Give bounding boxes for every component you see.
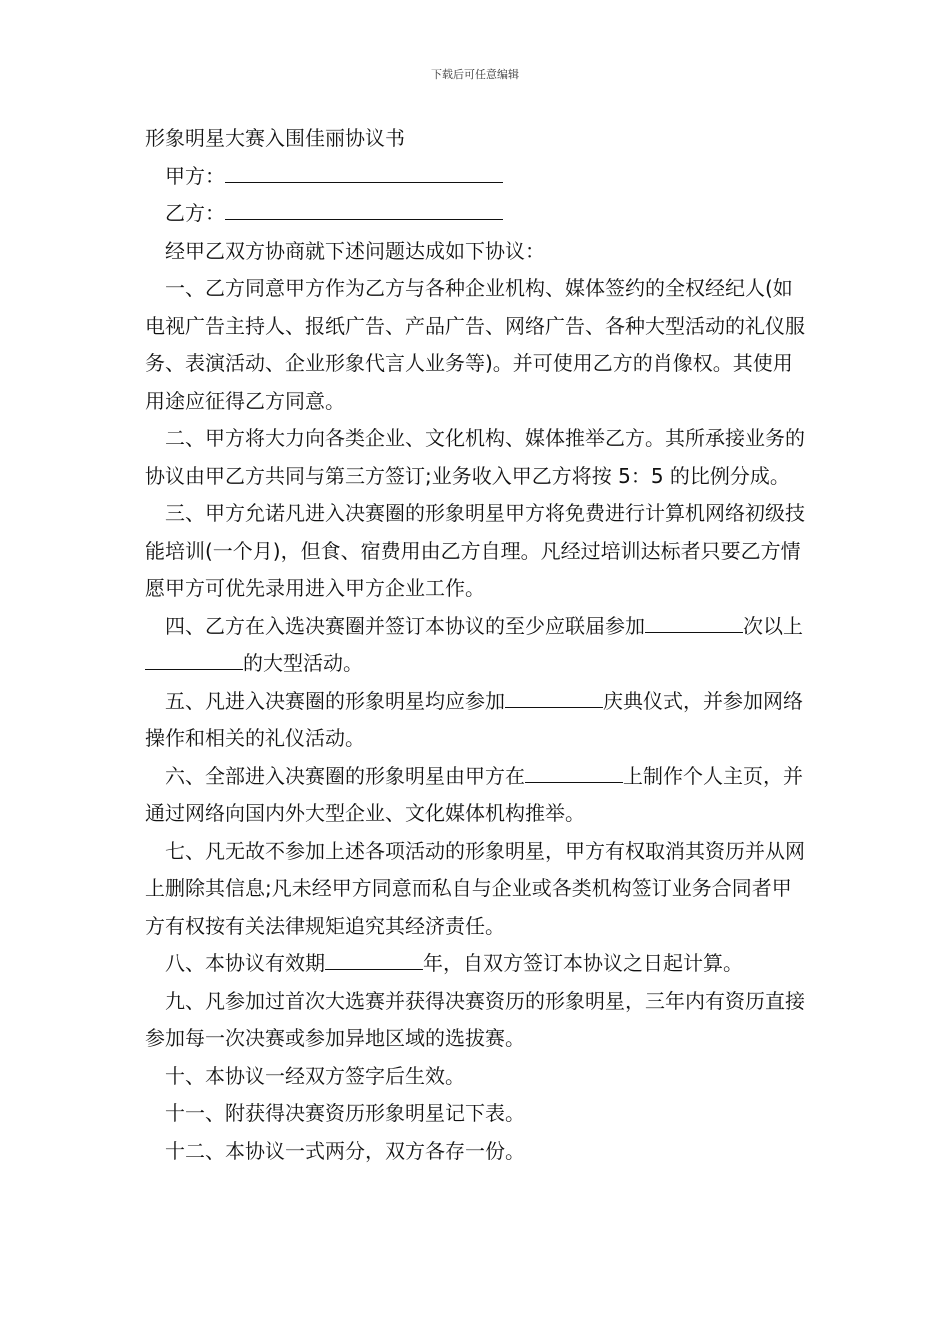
clause-8-text-b: 年，自双方签订本协议之日起计算。 [423, 951, 743, 975]
clause-6-blank[interactable] [525, 764, 623, 783]
party-a-line [145, 158, 810, 196]
party-b-line [145, 195, 810, 233]
clause-5-text-b: 庆典仪式，并参加网络操作和相关的礼仪活动。 [145, 688, 803, 750]
clause-7: 七、凡无故不参加上述各项活动的形象明星，甲方有权取消其资历并从网上删除其信息;凡未经甲方同意而私自与企业或各类机构签订业务合同者甲方有权按有关法律规矩追究其经济责任。 [145, 838, 805, 938]
clause-4-blank-2[interactable] [145, 651, 243, 670]
party-a-label: 甲方： [145, 163, 225, 188]
clause-8-blank[interactable] [325, 951, 423, 970]
clause-4 [145, 608, 810, 683]
clause-5-text-a: 五、凡进入决赛圈的形象明星均应参加 [145, 688, 505, 713]
clause-2: 二、甲方将大力向各类企业、文化机构、媒体推举乙方。其所承接业务的协议由甲乙方共同与第三方签订;业务收入甲乙方将按 5：5 的比例分成。 [145, 426, 805, 488]
clause-8-text-a: 八、本协议有效期 [145, 951, 325, 975]
clause-6-text-b: 上制作个人主页，并通过网络向国内外大型企业、文化媒体机构推举。 [145, 763, 803, 825]
clause-4-text-b: 次以上 [743, 613, 803, 638]
clause-4-blank-1[interactable] [645, 614, 743, 633]
intro-paragraph: 经甲乙双方协商就下述问题达成如下协议： [145, 238, 545, 263]
party-b-blank[interactable] [225, 201, 503, 220]
document-title: 形象明星大赛入围佳丽协议书 [145, 126, 405, 150]
clause-5-blank[interactable] [505, 689, 603, 708]
agreement-document [145, 120, 810, 1170]
clause-1: 一、乙方同意甲方作为乙方与各种企业机构、媒体签约的全权经纪人(如电视广告主持人、报纸广告、产品广告、网络广告、各种大型活动的礼仪服务、表演活动、企业形象代言人业务等)。并可使用乙方的肖像权。其使用用途应征得乙方同意。 [145, 276, 805, 413]
clause-3: 三、甲方允诺凡进入决赛圈的形象明星甲方将免费进行计算机网络初级技能培训(一个月)，但食、宿费用由乙方自理。凡经过培训达标者只要乙方情愿甲方可优先录用进入甲方企业工作。 [145, 501, 805, 600]
clause-6 [145, 758, 810, 833]
party-b-label: 乙方： [145, 201, 225, 225]
party-a-blank[interactable] [225, 164, 503, 183]
clause-11: 十一、附获得决赛资历形象明星记下表。 [145, 1101, 525, 1125]
clause-5 [145, 683, 810, 758]
clause-6-text-a: 六、全部进入决赛圈的形象明星由甲方在 [145, 763, 525, 788]
clause-4-text-a: 四、乙方在入选决赛圈并签订本协议的至少应联届参加 [145, 613, 645, 638]
clause-4-text-c: 的大型活动。 [243, 651, 363, 675]
clause-10: 十、本协议一经双方签字后生效。 [145, 1063, 465, 1088]
clause-12: 十二、本协议一式两分，双方各存一份。 [145, 1138, 525, 1163]
page-header: 下载后可任意编辑 [431, 68, 519, 81]
clause-9: 九、凡参加过首次大选赛并获得决赛资历的形象明星，三年内有资历直接参加每一次决赛或参加异地区域的选拔赛。 [145, 988, 805, 1050]
clause-8 [145, 945, 810, 983]
